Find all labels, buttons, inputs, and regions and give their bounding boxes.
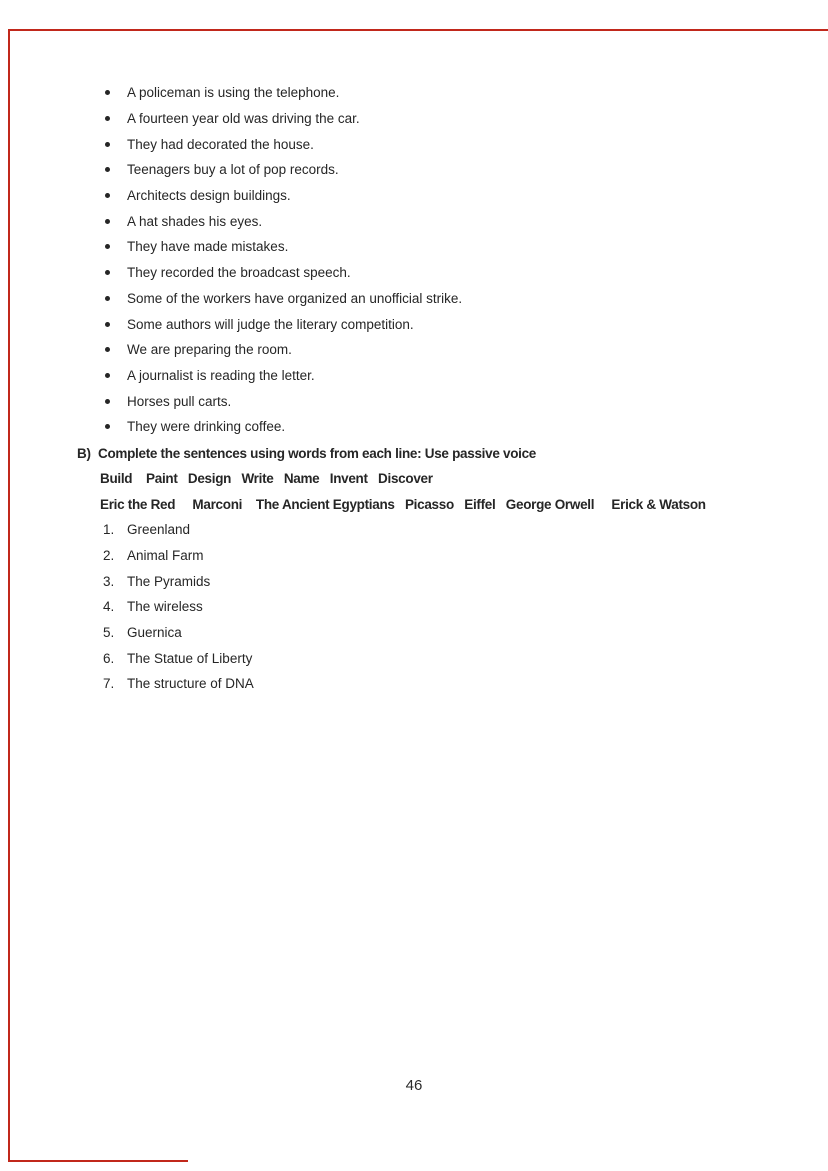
- bullet-item: [127, 363, 462, 389]
- item-text: Greenland: [127, 522, 191, 538]
- bullet-icon: [105, 244, 110, 249]
- item-number: 6.: [103, 650, 115, 666]
- page-border-bottom-line: [8, 1160, 188, 1162]
- bullet-item-text: They recorded the broadcast speech.: [127, 265, 351, 281]
- numbered-item: [103, 517, 254, 543]
- bullet-item: [127, 311, 462, 337]
- numbered-item: [103, 594, 254, 620]
- bullet-icon: [105, 424, 110, 429]
- bullet-item-text: Teenagers buy a lot of pop records.: [127, 162, 339, 178]
- bullet-icon: [105, 167, 110, 172]
- item-text: The Pyramids: [127, 573, 211, 589]
- bullet-item-text: Horses pull carts.: [127, 393, 232, 409]
- numbered-item: [103, 568, 254, 594]
- bullet-item-text: A journalist is reading the letter.: [127, 367, 315, 383]
- bullet-item: [127, 131, 462, 157]
- bullet-icon: [105, 142, 110, 147]
- page-border-top-line: [10, 29, 828, 31]
- bullet-icon: [105, 322, 110, 327]
- sentence-bullet-list: [127, 80, 462, 440]
- bullet-item-text: They have made mistakes.: [127, 239, 289, 255]
- item-number: 4.: [103, 599, 115, 615]
- exercise-numbered-list: [103, 517, 254, 697]
- item-text: The wireless: [127, 599, 203, 615]
- item-number: 2.: [103, 548, 115, 564]
- bullet-icon: [105, 219, 110, 224]
- section-b-heading: [77, 446, 536, 461]
- bullet-item: [127, 414, 462, 440]
- bullet-item-text: Some of the workers have organized an unofficial strike.: [127, 290, 463, 306]
- bullet-icon: [105, 193, 110, 198]
- bullet-item: [127, 388, 462, 414]
- bullet-item: [127, 183, 462, 209]
- bullet-item: [127, 286, 462, 312]
- bullet-icon: [105, 347, 110, 352]
- numbered-item: [103, 645, 254, 671]
- bullet-item: [127, 260, 462, 286]
- bullet-item-text: A hat shades his eyes.: [127, 213, 263, 229]
- bullet-icon: [105, 399, 110, 404]
- item-number: 3.: [103, 573, 115, 589]
- numbered-item: [103, 671, 254, 697]
- section-b-label: B): [77, 446, 91, 461]
- item-number: 7.: [103, 676, 115, 692]
- bullet-icon: [105, 90, 110, 95]
- bullet-item-text: A policeman is using the telephone.: [127, 85, 340, 101]
- bullet-icon: [105, 116, 110, 121]
- page-number: 46: [405, 1077, 423, 1094]
- bullet-item: [127, 80, 462, 106]
- bullet-item: [127, 208, 462, 234]
- item-text: The structure of DNA: [127, 676, 254, 692]
- numbered-item: [103, 543, 254, 569]
- item-number: 5.: [103, 625, 115, 641]
- bullet-item-text: They were drinking coffee.: [127, 419, 286, 435]
- word-bank-agents-row: Eric the Red Marconi The Ancient Egyptians Picasso Eiffel George Orwell Erick & Watson: [100, 497, 706, 512]
- item-number: 1.: [103, 522, 115, 538]
- numbered-item: [103, 620, 254, 646]
- bullet-item-text: Architects design buildings.: [127, 188, 291, 204]
- bullet-item-text: We are preparing the room.: [127, 342, 292, 358]
- bullet-item: [127, 337, 462, 363]
- bullet-item: [127, 234, 462, 260]
- bullet-icon: [105, 296, 110, 301]
- item-text: Guernica: [127, 625, 182, 641]
- page-border-left-line: [8, 29, 10, 1162]
- word-bank-verbs-row: Build Paint Design Write Name Invent Discover: [100, 471, 433, 486]
- section-b-title: Complete the sentences using words from each line: Use passive voice: [98, 446, 537, 461]
- item-text: Animal Farm: [127, 548, 204, 564]
- bullet-item: [127, 157, 462, 183]
- bullet-icon: [105, 270, 110, 275]
- bullet-item-text: A fourteen year old was driving the car.: [127, 111, 360, 127]
- bullet-icon: [105, 373, 110, 378]
- bullet-item: [127, 106, 462, 132]
- bullet-item-text: They had decorated the house.: [127, 136, 314, 152]
- item-text: The Statue of Liberty: [127, 650, 253, 666]
- bullet-item-text: Some authors will judge the literary competition.: [127, 316, 414, 332]
